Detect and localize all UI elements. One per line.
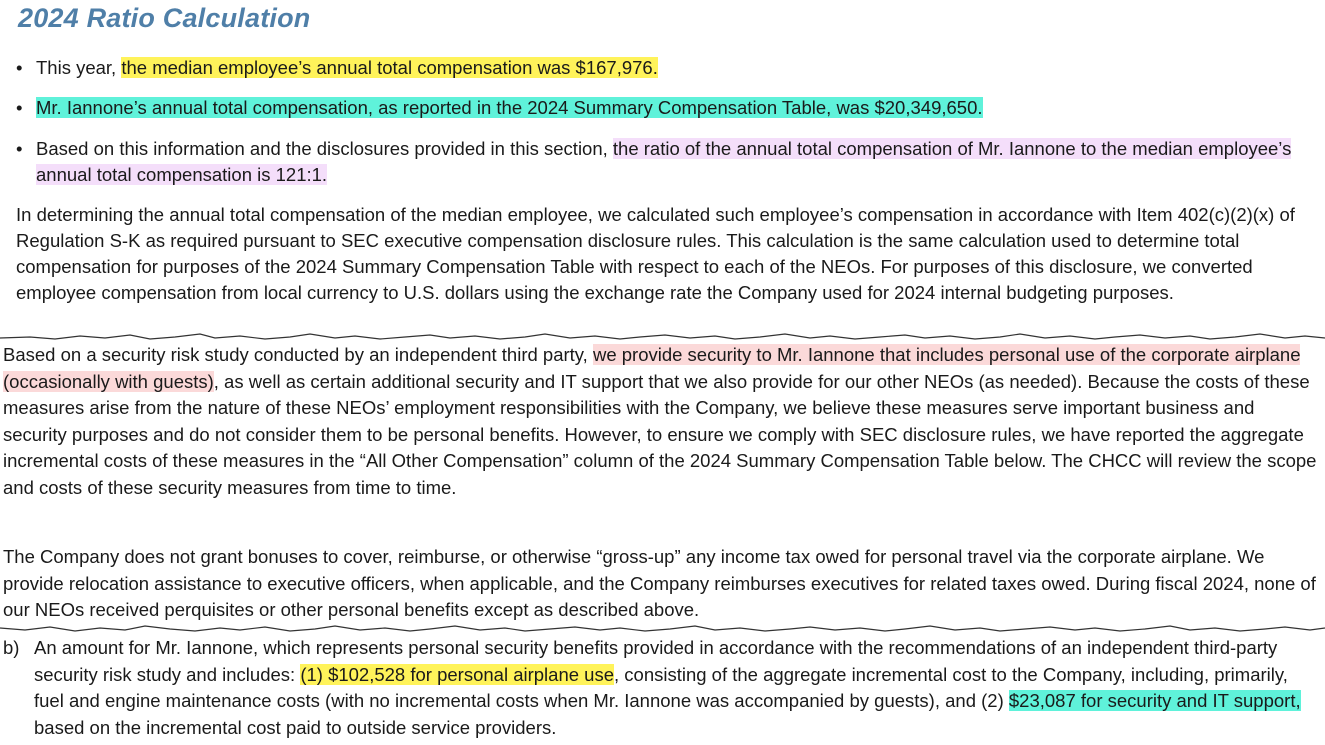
bullet-text bbox=[36, 55, 1306, 81]
footnote-text-middle: , consisting of the aggregate incremental cost to the Company, including, primarily, fuel and engine maintenance costs (with no incremental costs when Mr. Iannone was accompanied by guests), and (2) bbox=[34, 663, 1288, 711]
security-text-rest: , as well as certain additional security and IT support that we also provide for our other NEOs (as needed). Because the costs of these measures arise from the nature of these NEOs’ employment responsibilities with the Company, we believe these measures serve important business and security purposes and do not consider them to be personal benefits. However, to ensure we comply with SEC disclosure rules, we have reported the aggregate incremental costs of these measures in the “All Other Compensation” column of the 2024 Summary Compensation Table below. The CHCC will review the scope and costs of these security measures from time to time. bbox=[3, 370, 1317, 498]
footnote-text-plain: An amount for Mr. Iannone, which represents personal security benefits provided in accordance with the recommendations of an independent third-party security risk study and includes: bbox=[34, 637, 1278, 685]
bullet-dot: • bbox=[16, 97, 23, 118]
footnote-text-end: based on the incremental cost paid to outside service providers. bbox=[34, 716, 557, 738]
bullet-text-plain: This year, bbox=[36, 57, 122, 78]
security-paragraph bbox=[3, 342, 1318, 501]
security-text-plain: Based on a security risk study conducted by an independent third party, bbox=[3, 344, 593, 365]
bullet-dot: • bbox=[16, 138, 23, 159]
methodology-paragraph: In determining the annual total compensation of the median employee, we calculated such employee’s compensation in accordance with Item 402(c)(2)(x) of Regulation S-K as required pursuant to SEC executive compensation disclosure rules. This calculation is the same calculation used to determine total compensation for purposes of the 2024 Summary Compensation Table with respect to each of the NEOs. For purposes of this disclosure, we converted employee compensation from local currency to U.S. dollars using the exchange rate the Company used for 2024 internal budgeting purposes. bbox=[16, 204, 1295, 303]
tax-gross-up-paragraph: The Company does not grant bonuses to cover, reimburse, or otherwise “gross-up” any income tax owed for personal travel via the corporate airplane. We provide relocation assistance to executive officers, when applicable, and the Company reimburses executives for related taxes owed. During fiscal 2024, none of our NEOs received perquisites or other personal benefits except as described above. bbox=[3, 546, 1316, 620]
highlight-security-airplane: we provide security to Mr. Iannone that includes personal use of the corporate airplane (occasionally with guests) bbox=[3, 344, 1301, 392]
highlight-pay-ratio: the ratio of the annual total compensation of Mr. Iannone to the median employee’s annual total compensation is 121:1. bbox=[36, 138, 1292, 185]
bullet-text-plain: Based on this information and the disclosures provided in this section, bbox=[36, 138, 613, 159]
highlight-ceo-compensation: Mr. Iannone’s annual total compensation, as reported in the 2024 Summary Compensation Table, was $20,349,650. bbox=[36, 97, 983, 118]
bullet-text bbox=[36, 95, 1306, 121]
highlight-airplane-cost: (1) $102,528 for personal airplane use bbox=[300, 663, 614, 685]
bullet-text bbox=[36, 136, 1306, 188]
footnote-text bbox=[34, 635, 1319, 741]
bullet-dot: • bbox=[16, 57, 23, 78]
footnote-label: b) bbox=[3, 637, 20, 658]
page-tear-divider bbox=[0, 620, 1325, 636]
highlight-median-compensation: the median employee’s annual total compensation was $167,976. bbox=[121, 57, 658, 78]
highlight-security-it-cost: $23,087 for security and IT support, bbox=[1008, 690, 1301, 711]
section-title: 2024 Ratio Calculation bbox=[18, 3, 311, 33]
